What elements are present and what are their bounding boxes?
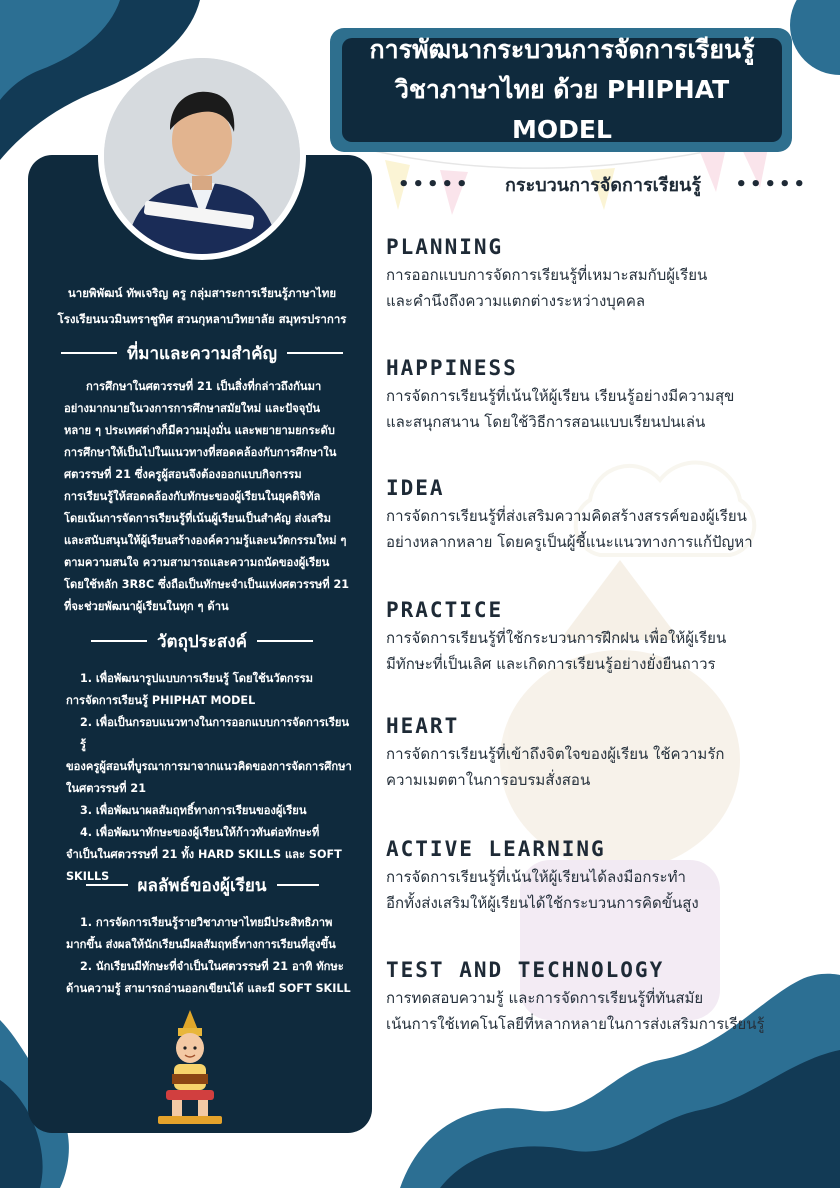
title-banner xyxy=(342,35,782,144)
heading-rule xyxy=(91,640,147,642)
thai-character-mascot-icon xyxy=(150,1008,230,1128)
title-line-2: วิชาภาษาไทย ด้วย PHIPHAT MODEL xyxy=(394,75,730,144)
objectives-section xyxy=(30,626,374,888)
paragraph-line: การศึกษาในศตวรรษที่ 21 เป็นสิ่งที่กล่าวถึงกันมา xyxy=(86,380,322,393)
step-heart xyxy=(386,711,826,793)
list-item: ด้านความรู้ สามารถอ่านออกเขียนได้ และมี SOFT SKILL xyxy=(66,982,351,995)
paragraph-line: โดยเน้นการจัดการเรียนรู้ที่เน้นผู้เรียนเป็นสำคัญ ส่งเสริม xyxy=(64,512,331,525)
step-name: PRACTICE xyxy=(386,598,504,622)
heading-rule xyxy=(287,352,343,354)
paragraph-line: ที่จะช่วยพัฒนาผู้เรียนในทุก ๆ ด้าน xyxy=(64,600,229,613)
step-idea xyxy=(386,473,826,555)
objectives-heading-text: วัตถุประสงค์ xyxy=(157,631,247,652)
heading-rule xyxy=(257,640,313,642)
step-name: HAPPINESS xyxy=(386,356,518,380)
background-heading xyxy=(30,338,374,368)
background-section xyxy=(30,338,374,618)
step-desc-line-2: มีทักษะที่เป็นเลิศ และเกิดการเรียนรู้อย่างยั่งยืนถาวร xyxy=(386,655,716,673)
teacher-portrait-icon xyxy=(104,58,300,254)
step-name: IDEA xyxy=(386,476,445,500)
list-item: SKILLS xyxy=(66,870,110,883)
outcomes-list xyxy=(30,912,374,1000)
wave-decoration xyxy=(790,0,840,75)
step-planning xyxy=(386,232,826,314)
step-desc-line-2: เน้นการใช้เทคโนโลยีที่หลากหลายในการส่งเสริมการเรียนรู้ xyxy=(386,1015,765,1033)
paragraph-line: อย่างมากมายในวงการการศึกษาสมัยใหม่ และปัจจุบัน xyxy=(64,402,321,415)
step-desc-line-1: การจัดการเรียนรู้ที่เน้นให้ผู้เรียน เรียนรู้อย่างมีความสุข xyxy=(386,387,735,405)
list-item: 1. เพื่อพัฒนารูปแบบการเรียนรู้ โดยใช้นวัตกรรม xyxy=(80,672,314,685)
step-desc-line-1: การจัดการเรียนรู้ที่เน้นให้ผู้เรียนได้ลงมือกระทำ xyxy=(386,868,686,886)
author-line-1: นายพิพัฒน์ ทัพเจริญ ครู กลุ่มสาระการเรียนรู้ภาษาไทย xyxy=(67,286,337,300)
step-desc-line-1: การจัดการเรียนรู้ที่ส่งเสริมความคิดสร้างสรรค์ของผู้เรียน xyxy=(386,507,747,525)
step-desc-line-2: และสนุกสนาน โดยใช้วิธีการสอนแบบเรียนปนเล่น xyxy=(386,413,706,431)
dots-left: ••••• xyxy=(398,173,471,195)
paragraph-line: ตามความสนใจ ความสามารถและความถนัดของผู้เรียน xyxy=(64,556,330,569)
step-happiness xyxy=(386,353,826,435)
list-item: มากขึ้น ส่งผลให้นักเรียนมีผลสัมฤทธิ์ทางการเรียนที่สูงขึ้น xyxy=(66,938,336,951)
step-name: TEST AND TECHNOLOGY xyxy=(386,958,665,982)
paragraph-line: การศึกษาให้เป็นไปในแนวทางที่สอดคล้องกับการศึกษาใน xyxy=(64,446,337,459)
list-item: การจัดการเรียนรู้ PHIPHAT MODEL xyxy=(66,694,256,707)
paragraph-line: การเรียนรู้ให้สอดคล้องกับทักษะของผู้เรียนในยุคดิจิทัล xyxy=(64,490,321,503)
background-heading-text: ที่มาและความสำคัญ xyxy=(127,343,277,364)
step-desc-line-1: การจัดการเรียนรู้ที่เข้าถึงจิตใจของผู้เรียน ใช้ความรัก xyxy=(386,745,725,763)
step-active-learning xyxy=(386,834,826,916)
step-desc-line-1: การทดสอบความรู้ และการจัดการเรียนรู้ที่ทันสมัย xyxy=(386,989,704,1007)
heading-rule xyxy=(86,884,128,886)
objectives-heading xyxy=(30,626,374,656)
list-item: 2. นักเรียนมีทักษะที่จำเป็นในศตวรรษที่ 21 อาทิ ทักษะ xyxy=(80,960,344,973)
outcomes-heading xyxy=(30,870,374,900)
list-item: 1. การจัดการเรียนรู้รายวิชาภาษาไทยมีประสิทธิภาพ xyxy=(80,916,333,929)
heading-rule xyxy=(277,884,319,886)
background-paragraph xyxy=(30,376,374,618)
objectives-list xyxy=(30,668,374,888)
step-desc-line-2: ความเมตตาในการอบรมสั่งสอน xyxy=(386,771,591,789)
title-line-1: การพัฒนากระบวนการจัดการเรียนรู้ xyxy=(369,35,755,64)
step-name: ACTIVE LEARNING xyxy=(386,837,606,861)
list-item: 3. เพื่อพัฒนาผลสัมฤทธิ์ทางการเรียนของผู้เรียน xyxy=(80,804,307,817)
step-test-and-technology xyxy=(386,955,826,1037)
step-desc-line-2: อย่างหลากหลาย โดยครูเป็นผู้ชี้แนะแนวทางการแก้ปัญหา xyxy=(386,533,753,551)
process-heading: กระบวนการจัดการเรียนรู้ xyxy=(505,174,701,196)
heading-rule xyxy=(61,352,117,354)
paragraph-line: และสนับสนุนให้ผู้เรียนสร้างองค์ความรู้และนวัตกรรมใหม่ ๆ xyxy=(64,534,347,547)
paragraph-line: หลาย ๆ ประเทศต่างก็มีความมุ่งมั่น และพยายามยกระดับ xyxy=(64,424,335,437)
step-desc-line-1: การออกแบบการจัดการเรียนรู้ที่เหมาะสมกับผู้เรียน xyxy=(386,266,708,284)
list-item: 2. เพื่อเป็นกรอบแนวทางในการออกแบบการจัดการเรียนรู้ xyxy=(80,716,350,751)
list-item: ของครูผู้สอนที่บูรณาการมาจากแนวคิดของการจัดการศึกษา xyxy=(66,760,352,773)
step-desc-line-2: อีกทั้งส่งเสริมให้ผู้เรียนได้ใช้กระบวนการคิดขั้นสูง xyxy=(386,894,699,912)
list-item: จำเป็นในศตวรรษที่ 21 ทั้ง HARD SKILLS และ SOFT xyxy=(66,848,342,861)
step-desc-line-2: และคำนึงถึงความแตกต่างระหว่างบุคคล xyxy=(386,292,646,310)
list-item: ในศตวรรษที่ 21 xyxy=(66,782,146,795)
step-practice xyxy=(386,595,826,677)
teacher-portrait xyxy=(98,52,306,260)
paragraph-line: ศตวรรษที่ 21 ซึ่งครูผู้สอนจึงต้องออกแบบกิจกรรม xyxy=(64,468,302,481)
author-line-2: โรงเรียนนวมินทราชูทิศ สวนกุหลาบวิทยาลัย สมุทรปราการ xyxy=(57,312,347,326)
outcomes-section xyxy=(30,870,374,1000)
outcomes-heading-text: ผลลัพธ์ของผู้เรียน xyxy=(137,875,267,896)
step-desc-line-1: การจัดการเรียนรู้ที่ใช้กระบวนการฝึกฝน เพื่อให้ผู้เรียน xyxy=(386,629,727,647)
paragraph-line: โดยใช้หลัก 3R8C ซึ่งถือเป็นทักษะจำเป็นแห่งศตวรรษที่ 21 xyxy=(64,578,350,591)
dots-right: ••••• xyxy=(735,173,808,195)
step-name: HEART xyxy=(386,714,460,738)
author-block xyxy=(30,280,374,332)
list-item: 4. เพื่อพัฒนาทักษะของผู้เรียนให้ก้าวทันต่อทักษะที่ xyxy=(80,826,320,839)
step-name: PLANNING xyxy=(386,235,504,259)
process-header xyxy=(398,170,808,198)
